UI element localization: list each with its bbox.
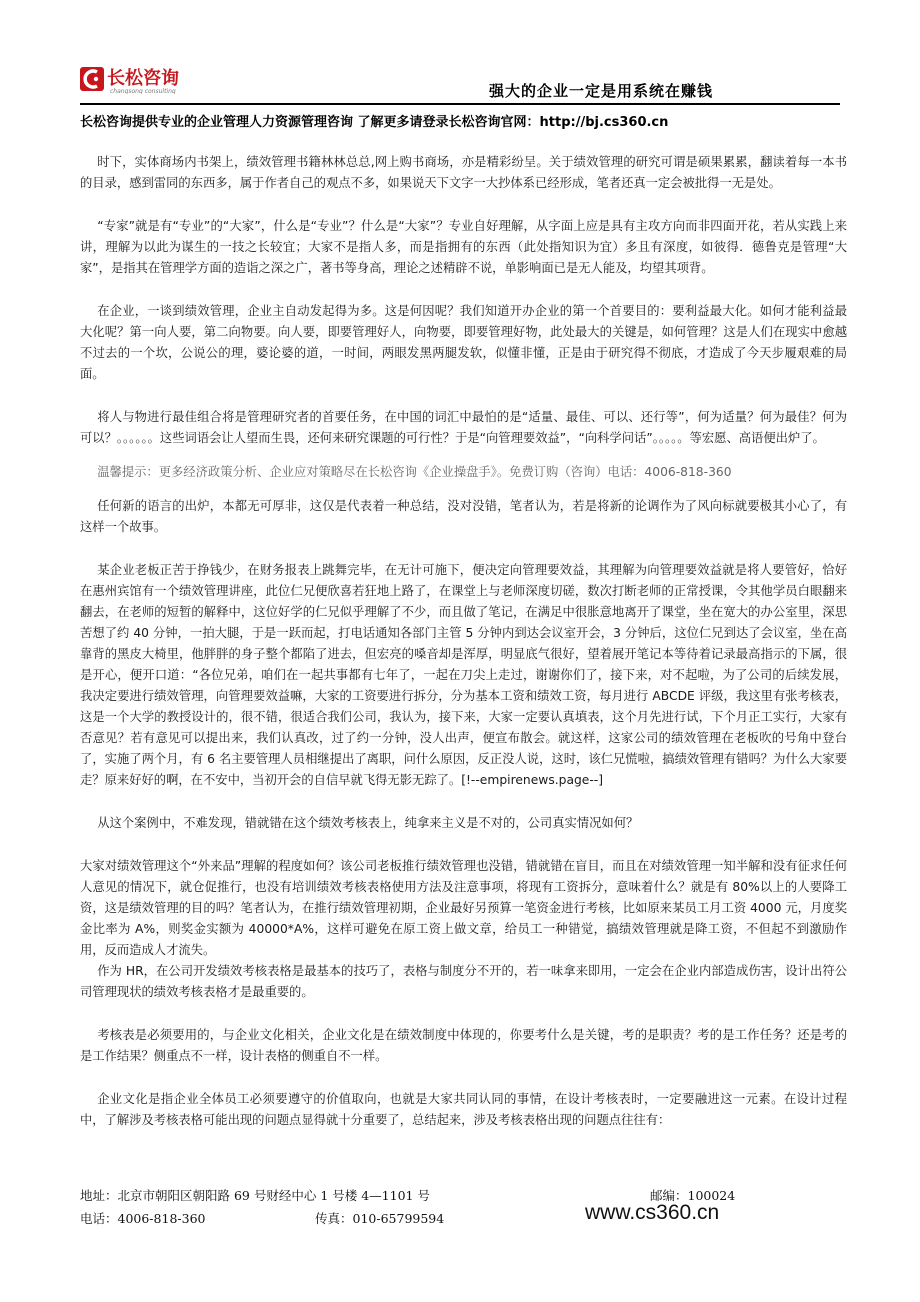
paragraph: 作为 HR，在公司开发绩效考核表格是最基本的技巧了，表格与制度分不开的，若一味拿来即用，一定会在企业内部造成伤害，设计出符公司管理现状的绩效考核表格才是最重要的。 — [80, 964, 847, 999]
paragraph: 企业文化是指企业全体员工必须要遵守的价值取向，也就是大家共同认同的事情，在设计考核表时，一定要融进这一元素。在设计过程中，了解涉及考核表格可能出现的问题点显得就十分重要了，总结起来，涉及考核表格出现的问题点往往有： — [80, 1092, 847, 1127]
page-footer — [80, 1179, 840, 1239]
paragraph: 任何新的语言的出炉，本都无可厚非，这仅是代表着一种总结，没对没错，笔者认为，若是将新的论调作为了风向标就要极其小心了，有这样一个故事。 — [80, 499, 847, 534]
page-header — [0, 0, 920, 130]
promo-tip: 温馨提示：更多经济政策分析、企业应对策略尽在长松咨询《企业操盘手》。免费订购（咨询）电话：4006-818-360 — [97, 465, 732, 479]
paragraph: 从这个案例中，不难发现，错就错在这个绩效考核表上，纯拿来主义是不对的，公司真实情况如何？ — [97, 816, 639, 830]
logo-text: 长松咨询 — [107, 68, 179, 89]
paragraph: 在企业，一谈到绩效管理，企业主自动发起得为多。这是何因呢？我们知道开办企业的第一个首要目的：要利益最大化。如何才能利益最大化呢？第一向人要，第二向物要。向人要，即要管理好人，向物要，即要管理好物，此处最大的关键是，如何管理？这是人们在现实中愈越不过去的一个坎，公说公的理，婆论婆的道，一时间，两眼发黑两腿发软，似懂非懂，正是由于研究得不彻底，才造成了今天步履艰难的局面。 — [80, 304, 847, 381]
footer-address: 地址：北京市朝阳区朝阳路 69 号财经中心 1 号楼 4—1101 号 — [80, 1188, 430, 1203]
footer-website[interactable]: www.cs360.cn — [585, 1201, 720, 1224]
paragraph: 考核表是必须要用的，与企业文化相关，企业文化是在绩效制度中体现的，你要考什么是关键，考的是职责？考的是工作任务？还是考的是工作结果？侧重点不一样，设计表格的侧重自不一样。 — [80, 1028, 847, 1063]
article-body — [80, 152, 847, 1152]
changsong-logo — [80, 64, 215, 94]
header-divider — [80, 103, 840, 105]
logo-subtext: changsong consulting — [110, 88, 176, 94]
paragraph: 某企业老板正苦于挣钱少，在财务报表上跳舞完毕，在无计可施下，便决定向管理要效益，其理解为向管理要效益就是将人要管好，恰好在惠州宾馆有一个绩效管理讲座，此位仁兄便欣喜若狂地上路了，在课堂上与老师深度切磋，数次打断老师的正常授课，令其他学员白眼翻来翻去，在老师的短暂的解释中，这位好学的仁兄似乎理解了不少，而且做了笔记，在满足中很胀意地离开了课堂，坐在宽大的办公室里，深思苦想了约 40 分钟，一拍大腿，于是一跃而起，打电话通知各部门主管 5 分钟内到达会议室开会，3 分钟后，这位仁兄到达了会议室，坐在高靠背的黑皮大椅里，他胖胖的身子整个都陷了进去，但宏亮的嗓音却是浑厚，明显底气很好，望着展开笔记本等待着记录最高指示的下属，很是开心，便开口道：“各位兄弟，咱们在一起共事都有七年了，一起在刀尖上走过，谢谢你们了，接下来，对不起啦，为了公司的后续发展，我决定要进行绩效管理，向管理要效益嘛，大家的工资要进行拆分，分为基本工资和绩效工资，每月进行 ABCDE 评级，我这里有张考核表，这是一个大学的教授设计的，很不错，很适合我们公司，我认为，接下来，大家一定要认真填表，这个月先进行试，下个月正工实行，大家有否意见？若有意见可以提出来，我们认真改，过了约一分钟，没人出声，便宣布散会。就这样，这家公司的绩效管理在老板吹的号角中登台了，实施了两个月，有 6 名主要管理人员相继提出了离职，问什么原因，反正没人说，这时，该仁兄慌啦，搞绩效管理有错吗？为什么大家要走？原来好好的啊，在不安中，当初开会的自信早就飞得无影无踪了。[!--empirenews.page--] — [80, 563, 847, 787]
footer-phone: 电话：4006-818-360 — [80, 1211, 206, 1226]
intro-line: 长松咨询提供专业的企业管理人力资源管理咨询 了解更多请登录长松咨询官网：http://bj.cs360.cn — [80, 115, 669, 130]
header-slogan: 强大的企业一定是用系统在赚钱 — [488, 82, 713, 100]
paragraph: “专家”就是有“专业”的“大家”，什么是“专业”？什么是“大家”？专业自好理解，从字面上应是具有主攻方向而非四面开花，若从实践上来讲，理解为以此为谋生的一技之长较宜；大家不是指人多，而是指拥有的东西（此处指知识为宜）多且有深度，如彼得．德鲁克是管理“大家”，是指其在管理学方面的造诣之深之广，著书等身高，理论之述精辟不说，单影响面已是无人能及，均望其项背。 — [80, 219, 847, 275]
paragraph: 时下，实体商场内书架上，绩效管理书籍林林总总,网上购书商场，亦是精彩纷呈。关于绩效管理的研究可谓是硕果累累，翻读着每一本书的目录，感到雷同的东西多，属于作者自己的观点不多，如果说天下文字一大抄体系已经形成，笔者还真一定会被批得一无是处。 — [80, 155, 847, 190]
paragraph: 将人与物进行最佳组合将是管理研究者的首要任务，在中国的词汇中最怕的是“适量、最佳、可以、还行等”，何为适量？何为最佳？何为可以？。。。。。。这些词语会让人望而生畏，还何来研究课题的可行性？于是“向管理要效益”，“向科学问话”。。。。。等宏愿、高语便出炉了。 — [80, 410, 847, 445]
footer-zip: 邮编：100024 — [650, 1188, 736, 1203]
paragraph: 大家对绩效管理这个“外来品”理解的程度如何？该公司老板推行绩效管理也没错，错就错在盲目，而且在对绩效管理一知半解和没有征求任何人意见的情况下，就仓促推行，也没有培训绩效考核表格使用方法及注意事项，将现有工资拆分，意味着什么？就是有 80%以上的人要降工资，这是绩效管理的目的吗？笔者认为，在推行绩效管理初期，企业最好另预算一笔资金进行考核，比如原来某员工月工资 4000 元，月度奖金比率为 A%，则奖金实额为 40000*A%，这样可避免在原工资上做文章，给员工一种错觉，搞绩效管理就是降工资，不但起不到激励作用，反而造成人才流失。 — [80, 859, 847, 957]
footer-fax: 传真：010-65799594 — [315, 1211, 445, 1226]
